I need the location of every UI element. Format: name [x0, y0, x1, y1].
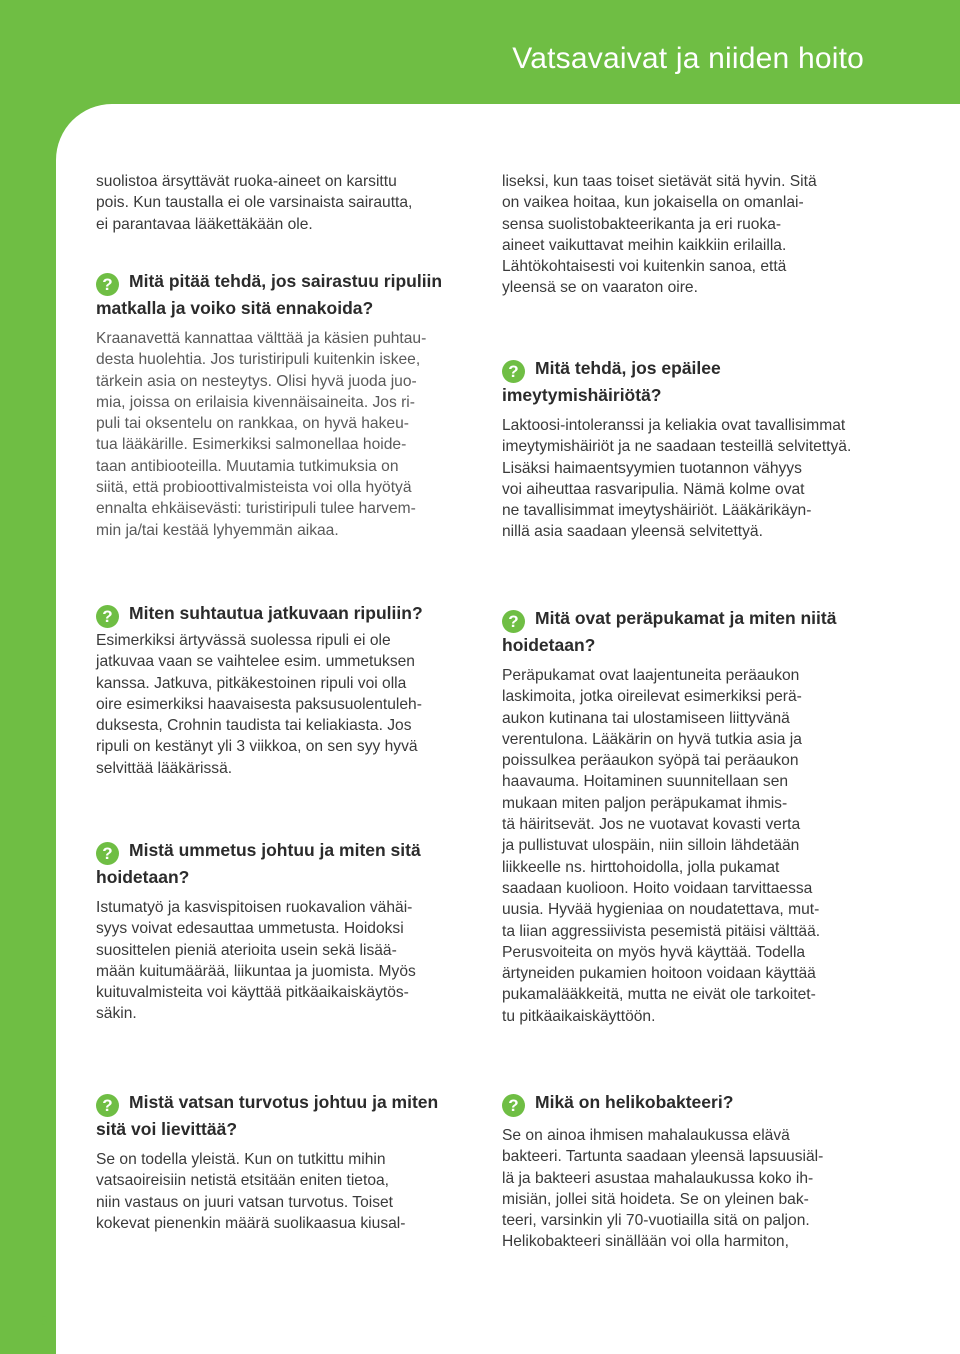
chronic-question-text: Miten suhtautua jatkuvaan ripuliin? [129, 603, 423, 623]
bloating-answer: Se on todella yleistä. Kun on tutkittu mihin vatsaoireisiin netistä etsitään eniten tietoa, niin vastaus on juuri vatsan turvotus. Toiset kokevat pienenkin määrä suolikaasua kiusal- [96, 1151, 406, 1232]
page-number: 6 [40, 1313, 48, 1328]
hemorrhoids-question-text: Mitä ovat peräpukamat ja miten niitä hoidetaan? [502, 608, 837, 655]
constipation-question [96, 838, 471, 889]
constipation-question-text: Mistä ummetus johtuu ja miten sitä hoidetaan? [96, 840, 421, 887]
travel-question [96, 269, 471, 320]
chronic-answer: Esimerkiksi ärtyvässä suolessa ripuli ei ole jatkuvaa vaan se vaihtelee esim. ummetuksen kanssa. Jatkuva, pitkäkestoinen ripuli voi olla oire esimerkiksi haavaisesta paksusuolentuleh- duksesta, Crohnin taudista tai keliakiasta. Jos ripuli on kestänyt yli 3 viikkoa, on sen syy hyvä selvittää lääkärissä. [96, 632, 422, 777]
malabsorption-section [502, 356, 877, 543]
constipation-answer: Istumatyö ja kasvispitoisen ruokavalion vähäi- syys voivat edesauttaa ummetusta. Hoidoksi suosittelen pieniä aterioita usein sekä lisää- mään kuitumäärää, liikuntaa ja juomista. Myös kuituvalmisteita voi käyttää pitkäaikaiskäytös- säkin. [96, 899, 416, 1023]
malabsorption-question-text: Mitä tehdä, jos epäilee imeytymishäiriötä? [502, 358, 721, 405]
helicobacter-question [502, 1090, 877, 1117]
bloating-section [96, 1090, 471, 1234]
malabsorption-answer: Laktoosi-intoleranssi ja keliakia ovat tavallisimmat imeytymishäiriöt ja ne saadaan testeillä selvitettyä. Lisäksi haimaentsyymien tuotannon vähyys voi aiheuttaa rasvaripulia. Nämä kolme ovat ne tavallisimmat imeytyshäiriöt. Lääkärikäyn- nillä asia saadaan yleensä selvitettyä. [502, 417, 852, 541]
travel-section [96, 269, 471, 541]
chronic-section [96, 601, 471, 779]
intro-right-block [502, 171, 877, 299]
bloating-question [96, 1090, 471, 1141]
hemorrhoids-answer: Peräpukamat ovat laajentuneita peräaukon laskimoita, jotka oireilevat esimerkiksi perä- aukon kutinana tai ulostamiseen liittyvänä verentulona. Lääkärin on hyvä tutkia asia ja poissulkea peräaukon syöpä tai peräaukon haavauma. Hoitaminen suunnitellaan sen mukaan miten paljon peräpukamat ihmis- tä häiritsevät. Jos ne vuotavat kovasti verta ja pullistuvat ulospäin, niin silloin lähdetään liikkeelle ns. hirttohoidolla, jolla pukamat saadaan kuolioon. Hoito voidaan tarvittaessa uusia. Hyvää hygieniaa on noudatettava, mut- ta liian aggressiivista pesemistä pitäisi välttää. Perusvoiteita on myös hyvä käyttää. Todella ärtyneiden pukamien hoitoon voidaan käyttää pukamalääkkeitä, mutta ne eivät ole tarkoitet- tu pitkäaikaiskäyttöön. [502, 667, 821, 1025]
question-mark-icon: ? [502, 610, 525, 633]
question-mark-icon: ? [96, 605, 119, 628]
question-mark-icon: ? [502, 360, 525, 383]
question-mark-icon: ? [96, 842, 119, 865]
page-title: Vatsavaivat ja niiden hoito [512, 42, 864, 75]
hemorrhoids-question [502, 606, 877, 657]
helicobacter-answer: Se on ainoa ihmisen mahalaukussa elävä bakteeri. Tartunta saadaan yleensä lapsuusiäl- lä ja bakteeri asustaa mahalaukussa koko ih- misiän, jollei sitä hoideta. Se on yleinen bak- teeri, varsinkin yli 70-vuotiailla sitä on paljon. Helikobakteeri sinällään voi olla harmiton, [502, 1127, 824, 1251]
hemorrhoids-section [502, 606, 877, 1027]
constipation-section [96, 838, 471, 1025]
helicobacter-section [502, 1090, 877, 1253]
travel-question-text: Mitä pitää tehdä, jos sairastuu ripuliin matkalla ja voiko sitä ennakoida? [96, 271, 443, 318]
intro-left-block [96, 171, 471, 235]
question-mark-icon: ? [96, 273, 119, 296]
bloating-question-text: Mistä vatsan turvotus johtuu ja miten sitä voi lievittää? [96, 1092, 439, 1139]
chronic-question [96, 601, 471, 628]
helicobacter-question-text: Mikä on helikobakteeri? [535, 1092, 734, 1112]
question-mark-icon: ? [502, 1094, 525, 1117]
travel-answer: Kraanavettä kannattaa välttää ja käsien puhtau- desta huolehtia. Jos turistiripuli kuitenkin iskee, tärkein asia on nesteytys. Olisi hyvä juoda juo- mia, joissa on erilaisia kivennäisaineita. Jos ri- puli tai oksentelu on rankkaa, on hyvä hakeu- tua lääkärille. Esimerkiksi salmonellaa hoide- taan antibiooteilla. Muutamia tutkimuksia on siitä, että probioottivalmisteista voi olla hyötyä ennalta ehkäisevästi: turistiripuli tulee harvem- min ja/tai kestää lyhyemmän aikaa. [96, 330, 427, 539]
malabsorption-question [502, 356, 877, 407]
intro-left-text: suolistoa ärsyttävät ruoka-aineet on karsittu pois. Kun taustalla ei ole varsinaista sairautta, ei parantavaa lääkettäkään ole. [96, 173, 413, 233]
intro-right-text: liseksi, kun taas toiset sietävät sitä hyvin. Sitä on vaikea hoitaa, kun jokaisella on omanlai- sensa suolistobakteerikanta ja eri ruoka- aineet vaikuttavat meihin kaikkiin erilailla. Lähtökohtaisesti voi kuitenkin sanoa, että yleensä se on vaaraton oire. [502, 173, 817, 297]
question-mark-icon: ? [96, 1094, 119, 1117]
